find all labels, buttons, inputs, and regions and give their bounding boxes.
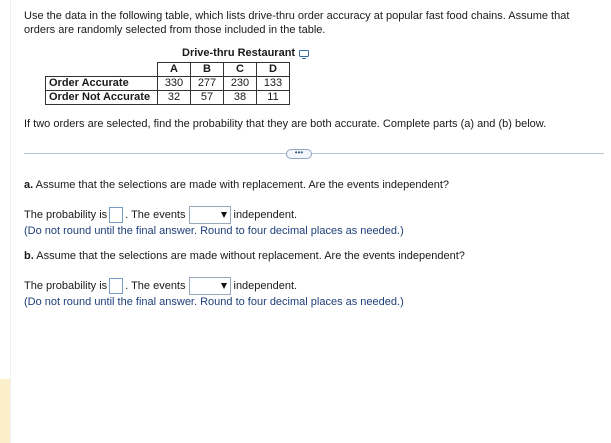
table-title-text: Drive-thru Restaurant — [182, 47, 296, 59]
column-header: B — [191, 63, 224, 77]
part-b-question — [24, 250, 465, 262]
part-a-events-text: . The events — [125, 208, 186, 221]
part-a-text: Assume that the selections are made with replacement. Are the events independent? — [35, 179, 449, 191]
part-b-independent-text: independent. — [233, 279, 298, 292]
row-label: Order Accurate — [46, 77, 158, 91]
question-text: If two orders are selected, find the probability that they are both accurate. Complete parts (a) and (b) below. — [24, 118, 547, 130]
part-b-text: Assume that the selections are made without replacement. Are the events independent? — [36, 250, 465, 262]
table-row — [46, 77, 290, 91]
column-header: A — [158, 63, 191, 77]
part-a-note: (Do not round until the final answer. Round to four decimal places as needed.) — [24, 225, 404, 237]
part-a-label: a. — [24, 179, 34, 191]
column-header: D — [257, 63, 290, 77]
part-a-independent-text: independent. — [233, 208, 298, 221]
table-cell: 38 — [224, 91, 257, 105]
table-header-row — [46, 63, 290, 77]
table-corner — [46, 63, 158, 77]
dropdown-arrow-icon — [221, 212, 227, 218]
data-table — [45, 62, 290, 105]
part-a-answer-row — [24, 206, 297, 224]
expand-button[interactable]: ••• — [286, 149, 312, 159]
row-label: Order Not Accurate — [46, 91, 158, 105]
intro-text: Use the data in the following table, which lists drive-thru order accuracy at popular fast food chains. Assume that orders are randomly selected from those included in the table. — [24, 10, 570, 36]
part-b-prob-prefix: The probability is — [24, 279, 108, 292]
copy-table-icon[interactable] — [299, 50, 309, 59]
part-b-independence-dropdown[interactable] — [189, 277, 231, 295]
table-cell: 277 — [191, 77, 224, 91]
table-cell: 32 — [158, 91, 191, 105]
table-cell: 330 — [158, 77, 191, 91]
part-b-label: b. — [24, 250, 34, 262]
dropdown-arrow-icon — [221, 283, 227, 289]
section-divider — [24, 153, 604, 154]
table-cell: 11 — [257, 91, 290, 105]
column-header: C — [224, 63, 257, 77]
table-cell: 230 — [224, 77, 257, 91]
part-b-note: (Do not round until the final answer. Round to four decimal places as needed.) — [24, 296, 404, 308]
table-cell: 133 — [257, 77, 290, 91]
left-strip — [0, 0, 11, 443]
left-strip-accent — [0, 379, 10, 443]
part-b-events-text: . The events — [125, 279, 186, 292]
table-title — [182, 47, 309, 59]
part-b-answer-row — [24, 277, 297, 295]
part-b-probability-input[interactable] — [109, 278, 123, 294]
table-cell: 57 — [191, 91, 224, 105]
part-a-probability-input[interactable] — [109, 207, 123, 223]
table-row — [46, 91, 290, 105]
part-a-independence-dropdown[interactable] — [189, 206, 231, 224]
part-a-prob-prefix: The probability is — [24, 208, 108, 221]
part-a-question — [24, 179, 449, 191]
